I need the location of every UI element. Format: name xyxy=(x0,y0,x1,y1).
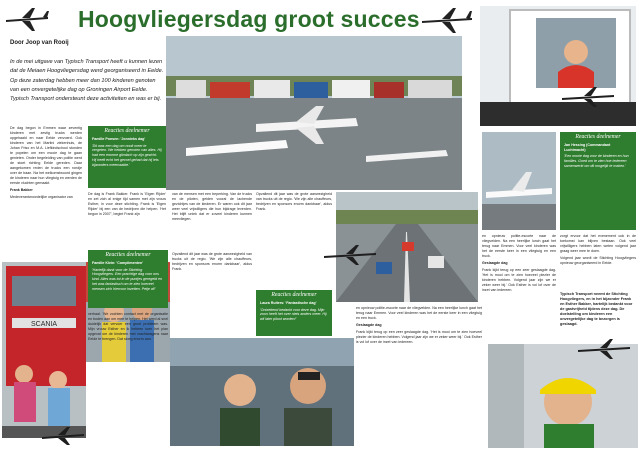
col4-para-1: en opnieuw politie-escorte naar de vliegvelden. Na een heerlijke lunch gaat het terug naar Emmen. Voor veel kinderen was het de eerste keer in een vliegtuig en een truck. xyxy=(482,234,556,258)
plane-icon-right xyxy=(420,6,474,34)
col1-subheading: Frank Bakker xyxy=(10,188,33,192)
photo-airfield xyxy=(166,36,462,190)
col5-para-1: zorgt ervoor dat het evenement ook in de toekomst kan blijven bestaan. Ook veel vrijwilligers hebben laten weten volgend jaar graag weer mee te doen. xyxy=(560,234,636,253)
plane-icon-mid xyxy=(322,244,378,266)
callout-reactie-a xyxy=(88,126,166,188)
callout-d-who: Jan Hessing (Commandant Luchtmacht) xyxy=(564,142,611,152)
col2-para-1: De dag is Frank Bakker. Frank is 'Eigen Rijder' en zet zich al enige tijd samen met zijn vrouw Esther, in voor deze stichting. Frank is 'Eigen Rijder' bij een van de bedrijven die helpen. 'Het begon in 2007', begint Frank zijn xyxy=(88,192,166,216)
col4-subheading-b: Geslaagde dag xyxy=(356,323,382,327)
truck-label: SCANIA xyxy=(30,321,58,328)
column-3b-top xyxy=(256,192,332,252)
callout-reactie-c xyxy=(256,290,332,336)
callout-b-quote: 'Hartelijk dank voor de Stichting Hoogvliegers. Een prachtige dag voor ons kind. Alles was tot in de puntjes geregeld en het was fantastisch om te zien hoeveel mensen zich hiervoor inzetten. Petje af!' xyxy=(92,267,162,291)
column-1 xyxy=(10,126,82,260)
callout-c-head: Reacties deelnemer xyxy=(271,292,317,298)
col3-para-1b: Opvallend dit jaar was de grote aanwezigheid van trucks uit de regio. 'We zijn alle chauffeurs, bedrijven en sponsors enorm dankbaar', aldus Frank. xyxy=(172,252,252,271)
photo-girl-window xyxy=(480,6,636,126)
col4-para-1b: en opnieuw politie-escorte naar de vliegvelden. Na een heerlijke lunch gaat het terug naar Emmen. Voor veel kinderen was het de eerste keer in een vliegtuig en een truck. xyxy=(356,306,482,320)
column-4 xyxy=(482,234,556,340)
col1-para-1: De dag begon in Emmen waar zeventig kinderen met zestig trucks werden opgehaald en naar Eelde vervoerd. Ook kinderen van het Martini ziekenhuis, de Johan Friso en M.A. Liefkindschool stonden te popelen om een mooie dag te gaan genieten. Onder begeleiding van politie werd de stoet richting Eelde gereden. Daar aangekomen reden de trucks een rondje over de baan. Na het welkomstwoord gingen de kinderen naar hun vliegtuig en werden de eerste vluchten gemaakt. xyxy=(10,126,82,185)
col3-para-2: Opvallend dit jaar was de grote aanwezigheid van trucks uit de regio. 'We zijn alle chauffeurs, bedrijven en sponsors enorm dankbaar', aldus Frank. xyxy=(256,192,332,211)
callout-a-quote: 'Dit was een dag om nooit meer te vergeten. We hebben genoten van alles. Hij had een enorme glimlach op zijn gezicht. Hij heeft echt het gevoel gehad dat hij iets bijzonders meemaakte.' xyxy=(92,143,162,167)
callout-a-head: Reacties deelnemer xyxy=(104,128,150,134)
column-5 xyxy=(560,234,636,290)
column-bottom-mid xyxy=(356,306,482,446)
intro-text: In de mei uitgave van Typisch Transport heeft u kunnen lezen dat de Meiaen Hoogvliegersdag werd georganiseerd in Eelde. Op deze zaterdag hebben meer dan 100 kinderen genoten van een onvergetelijke dag op Groningen Airport Eelde. Typisch Transport ondersteunt deze activiteiten en was er bij. xyxy=(10,59,164,103)
callout-c-who: Laura Ruiters: 'Fantastische dag' xyxy=(260,300,317,305)
col4-para-2b: Frank kijkt terug op een zeer geslaagde dag. 'Het is mooi om te zien hoeveel plezier de kinderen hebben. Volgend jaar zijn we er zeker weer bij.' Ook Esther is vol lof over de inzet van iedereen. xyxy=(356,330,482,344)
callout-reactie-d xyxy=(560,132,636,230)
callout-d-quote: 'Een mooie dag voor de kinderen en hun families. Goed om te zien hoe iedereen samenwerkt om dit mogelijk te maken.' xyxy=(564,154,629,168)
column-2-bottom xyxy=(88,312,168,438)
column-3-top xyxy=(172,192,252,252)
col1-para-2: Medeverantwoordelijke organisator van xyxy=(10,195,73,199)
photo-pilot-kid xyxy=(170,338,354,446)
col5-para-2: Volgend jaar wordt de Stichting Hoogvliegers opnieuw georganiseerd in Eelde. xyxy=(560,256,636,265)
photo-cockpit-small xyxy=(482,132,556,230)
plane-icon-right-mid xyxy=(560,86,616,108)
col4-para-2: Frank kijkt terug op een zeer geslaagde dag. 'Het is mooi om te zien hoeveel plezier de kinderen hebben. Volgend jaar zijn we er zeker weer bij.' Ook Esther is vol lof over de inzet van iedereen. xyxy=(482,268,556,292)
plane-icon-left xyxy=(4,6,50,32)
callout-b-head: Reacties deelnemer xyxy=(105,252,151,258)
callout-d-head: Reacties deelnemer xyxy=(575,134,621,140)
callout-a-who: Famille Ponsen: 'Jonnieks dag' xyxy=(92,136,146,141)
col4-subheading: Geslaagde dag xyxy=(482,261,508,265)
callout-c-quote: 'Ontzettend bedankt voor deze dag. Mijn zoon heeft het over niets anders meer. Hij wil later piloot worden!' xyxy=(260,307,327,322)
col2-para-2: verhaal. 'We zochten contact met de organisatie en boden aan om mee te helpen. Het werd al snel duidelijk dat vervoer een groot probleem was. Mijn vrouw Esther en ik hebben toen het plan opgevat om de kinderen met vrachtwagens naar Eelde te brengen. Dat sloeg enorm aan.' xyxy=(88,312,168,341)
thank-you-text: Typisch Transport neemt de Stichting Hoogvliegers, en in het bijzonder Frank en Esther Bakker, hartelijk bedankt voor de gastvrijheid tijdens deze dag. De doelstelling om kinderen een onvergetelijke dag te bezorgen is geslaagd. xyxy=(560,292,633,326)
byline: Door Joop van Rooij xyxy=(10,40,69,46)
callout-b-who: Familie Klein: 'Complimenten' xyxy=(92,260,144,265)
plane-icon-bottom-right xyxy=(576,338,632,360)
callout-reactie-b xyxy=(88,250,168,308)
plane-icon-bottom-left xyxy=(40,426,86,446)
column-3-bottom xyxy=(172,252,252,338)
headline: Hoogvliegersdag groot succes xyxy=(78,6,420,32)
column-2-top xyxy=(88,192,166,252)
col3-para-1: van de mensen met een beperking. Van de trucks en de piloten, gelden vooral de lachende gezichtjes van de kinderen. Er waren ook dit jaar weer veel vrijwilligers die hun bijdrage leverden. Het blijft uniek dat er zoveel kinderen kunnen meevliegen. xyxy=(172,192,252,221)
photo-truck-kids xyxy=(2,262,86,438)
